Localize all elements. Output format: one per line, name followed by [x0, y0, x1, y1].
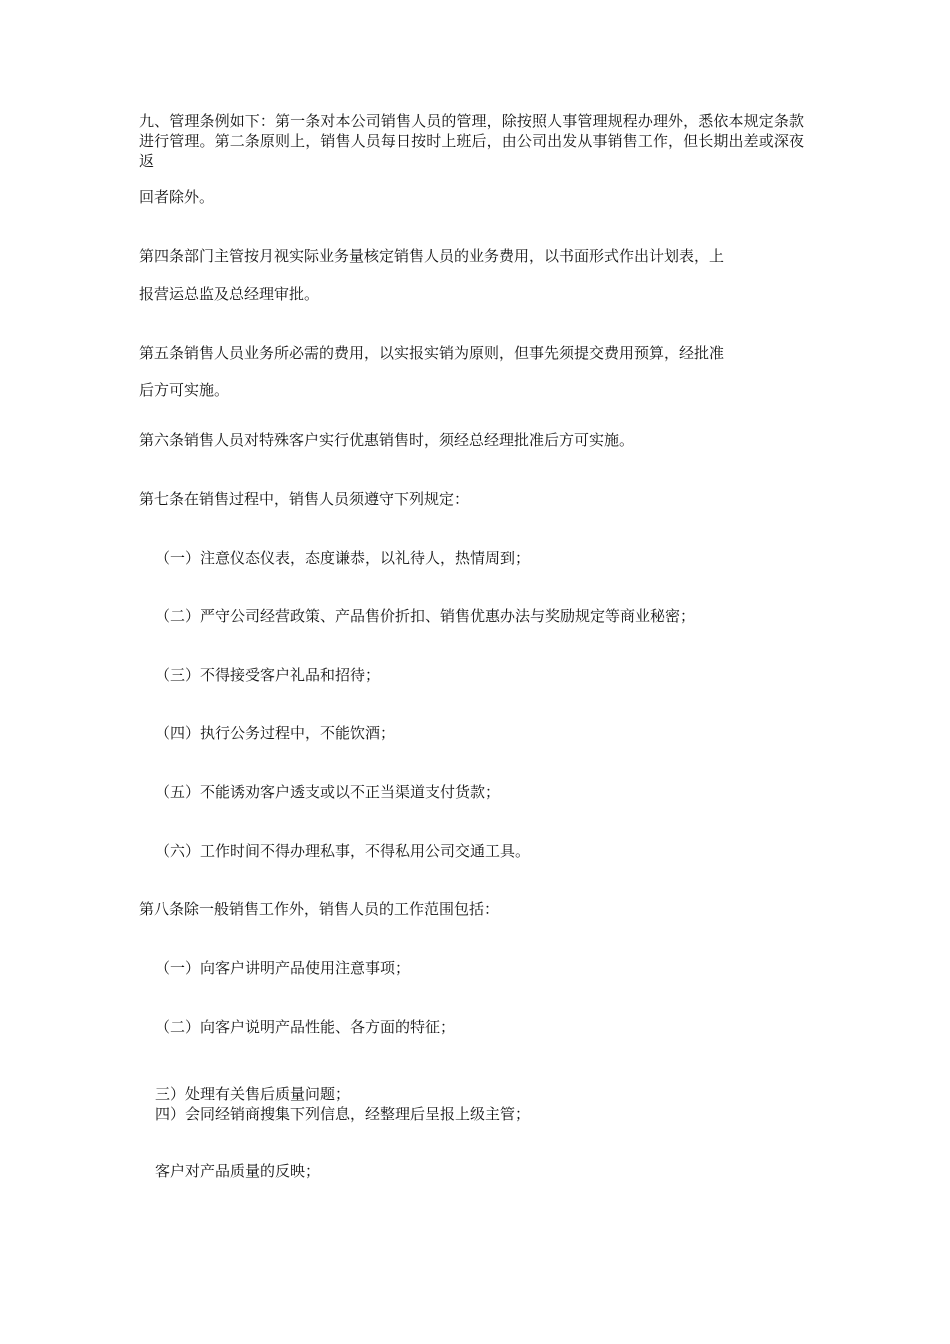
article-4-line-1: 第四条部门主管按月视实际业务量核定销售人员的业务费用，以书面形式作出计划表，上 — [139, 247, 725, 265]
article-7-item-1: （一）注意仪态仪表，态度谦恭，以礼待人，热情周到； — [155, 549, 531, 567]
article-6: 第六条销售人员对特殊客户实行优惠销售时，须经总经理批准后方可实施。 — [139, 431, 635, 449]
paragraph-article-2-continuation: 回者除外。 — [139, 188, 215, 206]
article-7-item-5: （五）不能诱劝客户透支或以不正当渠道支付货款； — [155, 783, 501, 801]
article-8-item-1: （一）向客户讲明产品使用注意事项； — [155, 959, 411, 977]
article-5-line-1: 第五条销售人员业务所必需的费用，以实报实销为原则，但事先须提交费用预算，经批准 — [139, 344, 725, 362]
article-7-item-3: （三）不得接受客户礼品和招待； — [155, 666, 381, 684]
article-8-item-3: 三）处理有关售后质量问题； — [155, 1085, 351, 1103]
article-8-item-2: （二）向客户说明产品性能、各方面的特征； — [155, 1018, 456, 1036]
article-7-item-4: （四）执行公务过程中，不能饮酒； — [155, 724, 396, 742]
article-8: 第八条除一般销售工作外，销售人员的工作范围包括： — [139, 900, 500, 918]
article-4-line-2: 报营运总监及总经理审批。 — [139, 285, 320, 303]
article-8-item-4: 四）会同经销商搜集下列信息，经整理后呈报上级主管； — [155, 1105, 531, 1123]
paragraph-article-1-2: 九、管理条例如下：第一条对本公司销售人员的管理，除按照人事管理规程办理外，悉依本规定条款进行管理。第二条原则上，销售人员每日按时上班后，由公司出发从事销售工作，但长期出差或深夜返 — [139, 112, 804, 170]
article-7-item-6: （六）工作时间不得办理私事，不得私用公司交通工具。 — [155, 842, 531, 860]
article-7-item-2: （二）严守公司经营政策、产品售价折扣、销售优惠办法与奖励规定等商业秘密； — [155, 607, 696, 625]
info-item-quality-feedback: 客户对产品质量的反映； — [155, 1162, 321, 1180]
article-7: 第七条在销售过程中，销售人员须遵守下列规定： — [139, 490, 470, 508]
article-5-line-2: 后方可实施。 — [139, 381, 230, 399]
